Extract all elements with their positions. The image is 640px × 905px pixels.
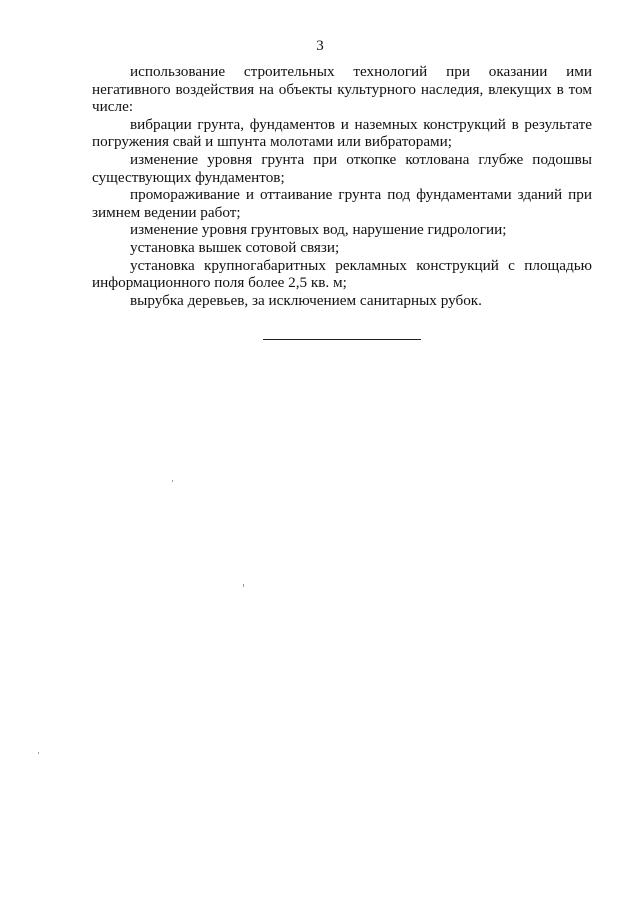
scan-speck [243, 584, 244, 587]
document-body [92, 63, 592, 309]
paragraph-construction-technologies: использование строительных технологий при оказании ими негативного воздействия на объекты культурного наследия, влекущих в том числе: [92, 63, 592, 116]
paragraph-groundwater-change: изменение уровня грунтовых вод, нарушение гидрологии; [130, 221, 507, 239]
page-number: 3 [316, 38, 324, 54]
paragraph-billboards: установка крупногабаритных рекламных конструкций с площадью информационного поля более 2,5 кв. м; [92, 256, 592, 292]
paragraph-ground-vibration: вибрации грунта, фундаментов и наземных конструкций в результате погружения свай и шпунта молотами или вибраторами; [92, 115, 592, 151]
scan-speck [38, 752, 39, 754]
paragraph-ground-freezing: промораживание и оттаивание грунта под фундаментами зданий при зимнем ведении работ; [92, 186, 592, 221]
paragraph-ground-level-change: изменение уровня грунта при откопке котлована глубже подошвы существующих фундаментов; [92, 150, 592, 186]
paragraph-tree-felling: вырубка деревьев, за исключением санитарных рубок. [130, 291, 482, 309]
scan-speck [172, 480, 173, 482]
paragraph-cell-towers: установка вышек сотовой связи; [130, 238, 340, 256]
end-of-text-rule [263, 339, 421, 340]
